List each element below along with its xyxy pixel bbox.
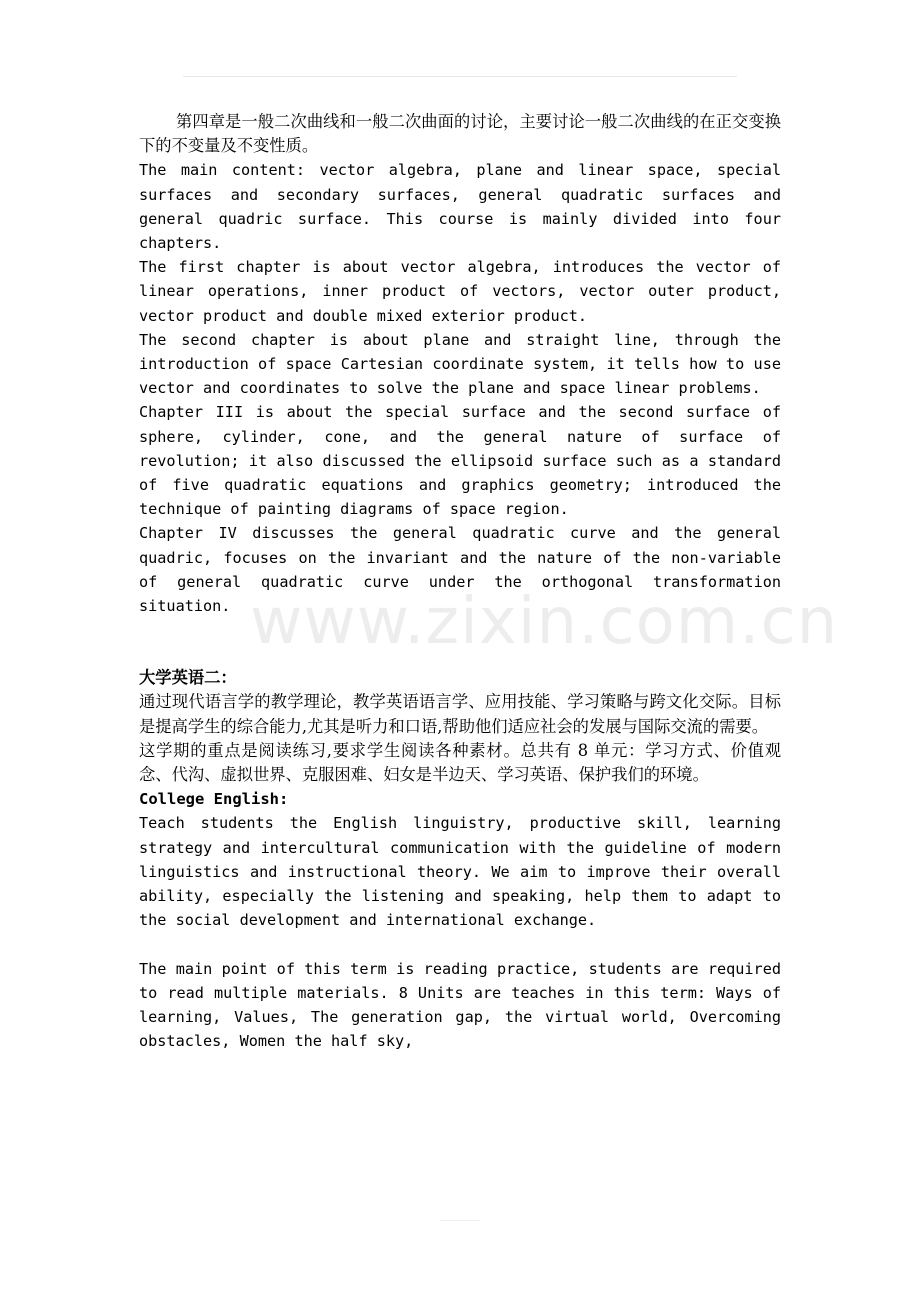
college-english-term-en: The main point of this term is reading practice, students are required to read multiple materials. 8 Units are teaches in this term: Ways of learning, Values, The generation gap, the virtual world, Overcoming obstacles, Women the half sky, bbox=[139, 959, 781, 1051]
header-rule bbox=[183, 76, 737, 77]
chapter2-en-paragraph: The second chapter is about plane and straight line, through the introduction of space Cartesian coordinate system, it tells how to use vector and coordinates to solve the plane and space linear problems. bbox=[139, 330, 781, 398]
chapter1-en-paragraph: The first chapter is about vector algebra, introduces the vector of linear operations, inner product of vectors, vector outer product, vector product and double mixed exterior product. bbox=[139, 258, 781, 325]
footer-mark bbox=[440, 1220, 480, 1221]
college-english-term-cn: 这学期的重点是阅读练习,要求学生阅读各种素材。总共有 8 单元：学习方式、价值观念、代沟、虚拟世界、克服困难、妇女是半边天、学习英语、保护我们的环境。 bbox=[139, 740, 781, 785]
college-english-intro-en: Teach students the English linguistry, productive skill, learning strategy and intercultural communication with the guideline of modern linguistics and instructional theory. We aim to improve their overall ability, especially the listening and speaking, help them to adapt to the social development and international exchange. bbox=[139, 814, 781, 930]
chapter4-en-paragraph: Chapter IV discusses the general quadratic curve and the general quadric, focuses on the invariant and the nature of the non-variable of general quadratic curve under the orthogonal transformation situation. bbox=[139, 524, 781, 616]
document-body bbox=[139, 110, 781, 1054]
college-english-en-heading: College English: bbox=[139, 790, 289, 809]
college-english-cn-heading: 大学英语二： bbox=[139, 668, 237, 688]
chapter3-en-paragraph: Chapter III is about the special surface and the second surface of sphere, cylinder, cone, and the general nature of surface of revolution; it also discussed the ellipsoid surface such as a standard of five quadratic equations and graphics geometry; introduced the technique of painting diagrams of space region. bbox=[139, 403, 781, 519]
watermark-text: www.zixin.com.cn bbox=[250, 585, 839, 659]
chapter4-cn-paragraph: 第四章是一般二次曲线和一般二次曲面的讨论，主要讨论一般二次曲线的在正交变换下的不变量及不变性质。 bbox=[139, 112, 781, 156]
main-content-en-paragraph: The main content: vector algebra, plane and linear space, special surfaces and secondary surfaces, general quadratic surfaces and general quadric surface. This course is mainly divided into four chapters. bbox=[139, 161, 781, 253]
section-spacer bbox=[139, 618, 781, 666]
paragraph-spacer bbox=[139, 933, 781, 957]
college-english-intro-cn: 通过现代语言学的教学理论，教学英语语言学、应用技能、学习策略与跨文化交际。目标是提高学生的综合能力,尤其是听力和口语,帮助他们适应社会的发展与国际交流的需要。 bbox=[139, 692, 781, 736]
